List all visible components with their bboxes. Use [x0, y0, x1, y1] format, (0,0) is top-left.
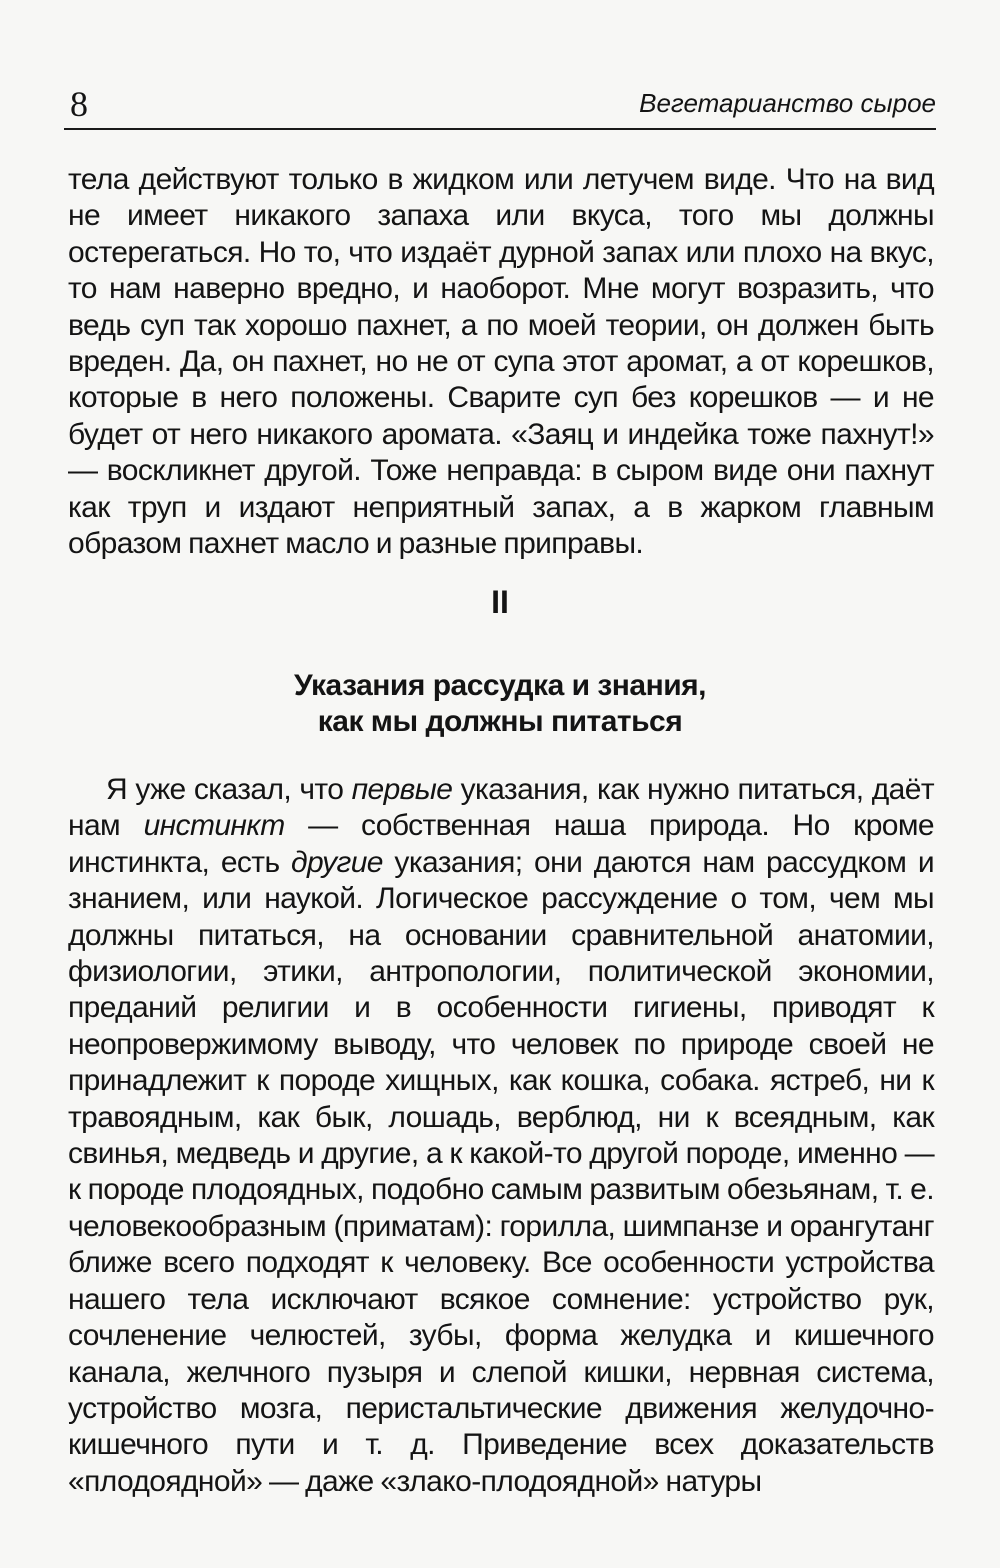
paragraph-text-part: указания; они даются нам рассудком и знанием, или наукой. Логическое рассуждение о том, чем мы должны питаться, на основании сравнительной анатомии, физиологии, этики, антропологии, политической экономии, преданий религии и в особенности гигиены, приводят к неопровержимому выводу, что человек по природе своей не принадлежит к породе хищных, как кошка, собака. ястреб, ни к травоядным, как бык, лошадь, верблюд, ни к всеядным, как свинья, медведь и другие, а к какой-то другой породе, именно — к породе плодоядных, подобно самым развитым обезьянам, т. е. человекообразным (приматам): горилла, шимпанзе и орангутанг ближе всего подходят к человеку. Все особенности устройства нашего тела исключают всякое сомнение: устройство рук, сочленение челюстей, зубы, форма желудка и кишечного канала, желчного пузыря и слепой кишки, нервная система, устройство мозга, перистальтические движения желудочно-кишечного пути и т. д. Приведение всех доказательств «плодоядной» — даже «злако-плодоядной» натуры: [68, 845, 934, 1498]
emphasis-other: другие: [291, 845, 383, 879]
emphasis-instinct: инстинкт: [143, 809, 285, 843]
running-head: [64, 70, 936, 130]
paragraph-section-start: [68, 772, 934, 1500]
emphasis-first: первые: [351, 773, 453, 806]
section-title-line-2: как мы должны питаться: [317, 705, 683, 738]
paragraph-text-part: Я уже сказал, что: [106, 773, 352, 806]
section-number: II: [491, 584, 509, 620]
section-title-line-1: Указания рассудка и знания,: [294, 669, 706, 702]
paragraph-text-part: — собственная наша природа. Но кроме инстинкта, есть: [68, 809, 934, 879]
running-title: Вегетарианство сырое: [639, 88, 936, 118]
section-title: [64, 668, 936, 740]
page-number: 8: [70, 84, 88, 124]
paragraph-text-part: указания, как нужно питаться, даёт нам: [68, 773, 934, 843]
book-page: [64, 70, 936, 1550]
paragraph-continued: тела действуют только в жидком или летучем виде. Что на вид не имеет никакого запаха или вкуса, того мы должны остерегаться. Но то, что издаёт дурной запах или плохо на вкус, то нам наверно вредно, и наоборот. Мне могут возразить, что ведь суп так хорошо пахнет, а по моей теории, он должен быть вреден. Да, он пахнет, но не от супа этот аромат, а от корешков, которые в него положены. Сварите суп без корешков — и не будет от него никакого аромата. «Заяц и индейка тоже пахнут!» — воскликнет другой. Тоже неправда: в сыром виде они пахнут как труп и издают неприятный запах, а в жарком главным образом пахнет масло и разные приправы.: [68, 163, 934, 561]
